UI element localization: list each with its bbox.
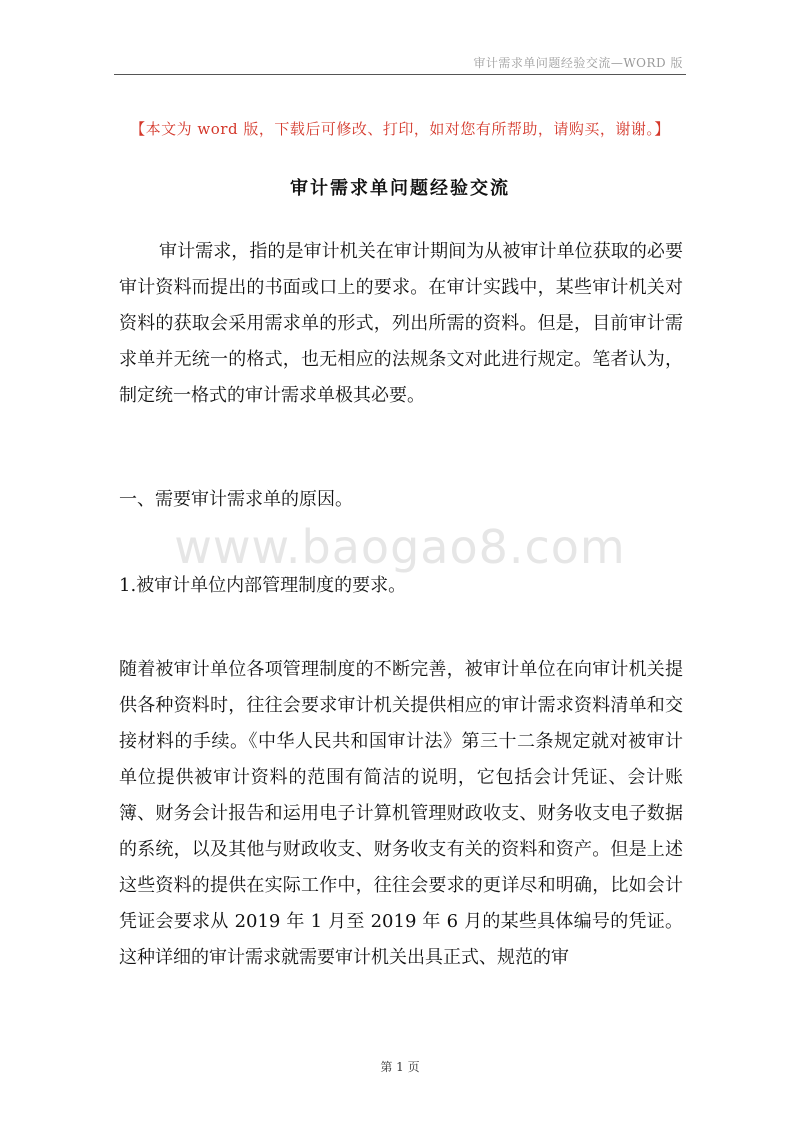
watermark: www.baogao8.com	[174, 520, 626, 574]
intro-paragraph: 审计需求，指的是审计机关在审计期间为从被审计单位获取的必要审计资料而提出的书面或口上的要求。在审计实践中，某些审计机关对资料的获取会采用需求单的形式，列出所需的资料。但是，目前审计需求单并无统一的格式，也无相应的法规条文对此进行规定。笔者认为，制定统一格式的审计需求单极其必要。	[119, 241, 683, 406]
header-divider	[114, 74, 686, 75]
body-paragraph: 随着被审计单位各项管理制度的不断完善，被审计单位在向审计机关提供各种资料时，往往会要求审计机关提供相应的审计需求资料清单和交接材料的手续。《中华人民共和国审计法》第三十二条规定就对被审计单位提供被审计资料的范围有简洁的说明，它包括会计凭证、会计账簿、财务会计报告和运用电子计算机管理财政收支、财务收支电子数据的系统，以及其他与财政收支、财务收支有关的资料和资产。但是上述这些资料的提供在实际工作中，往往会要求的更详尽和明确，比如会计凭证会要求从 2019 年 1 月至 2019 年 6 月的某些具体编号的凭证。这种详细的审计需求就需要审计机关出具正式、规范的审	[119, 659, 683, 968]
download-notice: 【本文为 word 版，下载后可修改、打印，如对您有所帮助，请购买，谢谢。】	[130, 120, 670, 138]
subsection-heading-1: 1.被审计单位内部管理制度的要求。	[119, 575, 407, 596]
page-header: 审计需求单问题经验交流—WORD 版	[473, 56, 683, 70]
section-heading-1: 一、需要审计需求单的原因。	[119, 489, 353, 510]
document-title: 审计需求单问题经验交流	[290, 178, 510, 199]
page-number: 第 1 页	[380, 1060, 420, 1074]
